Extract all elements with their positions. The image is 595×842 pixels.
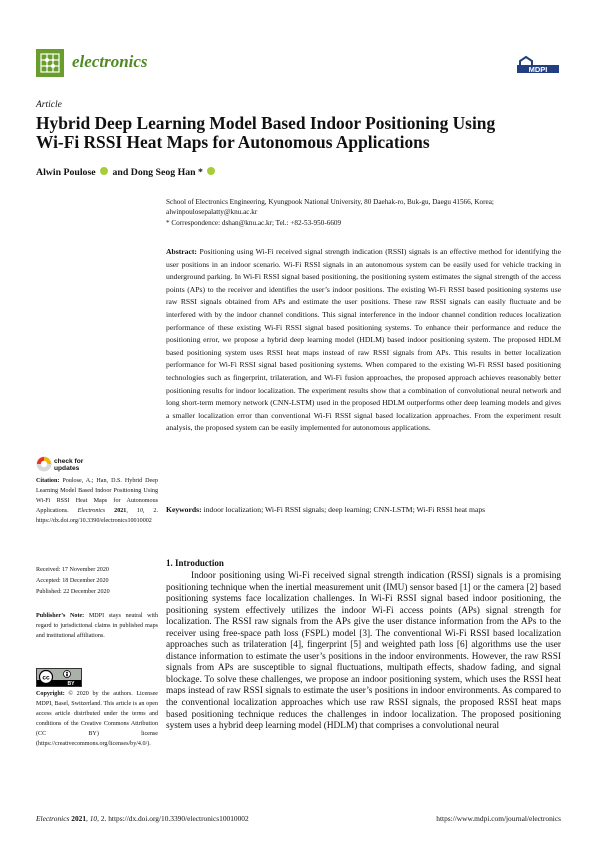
check-updates-line: updates (54, 465, 80, 472)
footer-citation: Electronics 2021, 10, 2. https://dx.doi.org/10.3390/electronics10010002 (36, 814, 249, 823)
intro-paragraph: Indoor positioning using Wi-Fi received signal strength indication (RSSI) signals is a promising positioning technique when the inertial measurement unit (IMU) sensor based [1] or the camera [2] based positioning systems face localization challenges. In Wi-Fi RSSI signal based indoor positioning, the positioning system effectively utilizes the indoor Wi-Fi access points (APs) signal strength for localization. The RSSI raw signals from the APs give the user distance information from the APs to the receiver using free-space path loss (FSPL) model [3]. The conventional Wi-Fi RSSI based localization approaches such as trilateration [4], fingerprint [5] and weighted path loss [6] algorithms use the user distance information to estimate the user’s positions in the indoor environments. However, the raw RSSI signals from APs are susceptible to signal fluctuations, multipath effects, shadow fading, and signal blockage. To solve these challenges, we propose an indoor positioning system, which uses the RSSI heat maps instead of raw RSSI signals to estimate the user’s positions in indoor environments. As compared to the conventional localization approaches which use raw RSSI signals, the proposed RSSI heat maps based positioning technique reduces the challenges in indoor localization. The proposed positioning system uses a hybrid deep learning model (HDLM) that comprises a convolutional neural (166, 571, 561, 732)
published-date: Published: 22 December 2020 (36, 589, 110, 596)
journal-name: electronics (72, 52, 148, 71)
title-line-2: Wi-Fi RSSI Heat Maps for Autonomous Applications (36, 132, 430, 152)
abstract-text: Positioning using Wi-Fi received signal strength indication (RSSI) signals is an effective method for identifying the user positions in an indoor scenario. Wi-Fi RSSI signals in an autonomous system can be easily used for vehicle tracking in underground parking. In Wi-Fi RSSI signal based positioning, the positioning system estimates the signal strength of the access points (APs) to the receiver and identifies the user’s indoor positions. The existing Wi-Fi RSSI based positioning systems use raw RSSI signals obtained from APs and estimate the user positions. These raw RSSI signals can easily fluctuate and be interfered with by the indoor channel conditions. This signal interference in the indoor channel condition reduces localization performance of these existing Wi-Fi RSSI signal based positioning systems. To enhance their performance and reduce the positioning error, we propose a hybrid deep learning model (HDLM) based indoor positioning system. The proposed HDLM based positioning system uses RSSI heat maps instead of raw RSSI signals from APs. This results in better localization performance for Wi-Fi RSSI signal based positioning systems. When compared to the existing Wi-Fi RSSI based positioning technologies such as fingerprint, trilateration, and Wi-Fi fusion approaches, the proposed approach achieves reasonably better positioning results for indoor localization. The experiment results show that a combination of convolutional neural network and long short-term memory network (CNN-LSTM) used in the proposed HDLM outperforms other deep learning models and gives a smaller localization error than conventional Wi-Fi RSSI signal based localization approaches. From the experiment result analysis, the proposed system can be easily implemented for autonomous applications. (166, 247, 561, 433)
copyright-text: © 2020 by the authors. Licensee MDPI, Basel, Switzerland. This article is an open access article distributed under the terms and conditions of the Creative Commons Attribution (CC BY) license (https://creativecommons.org/licenses/by/4.0/). (36, 691, 158, 747)
article-type: Article (36, 100, 62, 110)
citation-text: Poulose, A.; Han, D.S. Hybrid Deep Learning Model Based Indoor Positioning Using Wi-Fi RSSI Heat Maps for Autonomous Applications. (36, 478, 158, 514)
copyright (36, 690, 158, 749)
section-heading: 1. Introduction (166, 558, 224, 568)
citation-volume: 10 (136, 507, 143, 514)
svg-text:cc: cc (42, 674, 50, 682)
orcid-icon[interactable] (100, 167, 108, 175)
accepted-date: Accepted: 18 December 2020 (36, 578, 109, 585)
cc-by-license-icon[interactable] (36, 668, 82, 687)
check-updates-line: check for (54, 458, 84, 465)
svg-text:MDPI: MDPI (528, 65, 548, 74)
note-label: Publisher’s Note: (36, 613, 85, 619)
keywords-text: indoor localization; Wi-Fi RSSI signals; deep learning; CNN-LSTM; Wi-Fi RSSI heat maps (203, 505, 486, 514)
footer-journal: Electronics (36, 814, 70, 823)
mdpi-logo-icon (516, 54, 560, 79)
title-line-1: Hybrid Deep Learning Model Based Indoor Positioning Using (36, 113, 496, 133)
abstract-label: Abstract: (166, 247, 197, 256)
correspondence: * Correspondence: dshan@knu.ac.kr; Tel.: +82-53-950-6609 (166, 218, 342, 227)
footer-year: 2021 (71, 814, 87, 823)
citation: Citation: Poulose, A.; Han, D.S. Hybrid Deep Learning Model Based Indoor Positioning Using Wi-Fi RSSI Heat Maps for Autonomous Applications. Electronics 2021, 10, 2. https://dx.doi.org/10.3390/electronics10010002 (36, 478, 158, 524)
keywords-label: Keywords: (166, 505, 202, 514)
author-name: and Dong Seog Han * (112, 167, 203, 178)
note-text: MDPI stays neutral with regard to jurisdictional claims in published maps and institutional affiliations. (36, 613, 159, 639)
citation-journal: Electronics (77, 507, 106, 514)
author-list (36, 167, 217, 178)
check-updates-icon[interactable] (36, 456, 52, 477)
author-name: Alwin Poulose (36, 167, 96, 178)
footer-volume: 10 (89, 814, 98, 823)
received-date: Received: 17 November 2020 (36, 567, 109, 573)
orcid-icon[interactable] (207, 167, 215, 175)
page-title (36, 114, 561, 152)
copyright-label: Copyright: (36, 691, 65, 697)
affiliation-line: School of Electronics Engineering, Kyungpook National University, 80 Daehak-ro, Buk-gu, Daegu 41566, Korea; (166, 198, 494, 206)
abstract (166, 246, 561, 435)
footer-doi[interactable]: , 2. https://dx.doi.org/10.3390/electronics10010002 (97, 814, 249, 823)
publisher-note (36, 612, 158, 642)
publication-dates (36, 565, 158, 599)
citation-year: 2021 (114, 507, 127, 514)
svg-text:BY: BY (67, 681, 75, 686)
citation-doi[interactable]: , 2. https://dx.doi.org/10.3390/electronics10010002 (36, 507, 158, 524)
affiliation (166, 197, 561, 228)
footer-journal-url[interactable]: https://www.mdpi.com/journal/electronics (436, 814, 561, 823)
affiliation-email: alwinpoulosepalatty@knu.ac.kr (166, 208, 258, 217)
keywords (166, 505, 561, 514)
journal-logo-icon (36, 49, 64, 77)
check-updates-link[interactable] (54, 458, 83, 472)
citation-label: Citation: (36, 478, 60, 484)
